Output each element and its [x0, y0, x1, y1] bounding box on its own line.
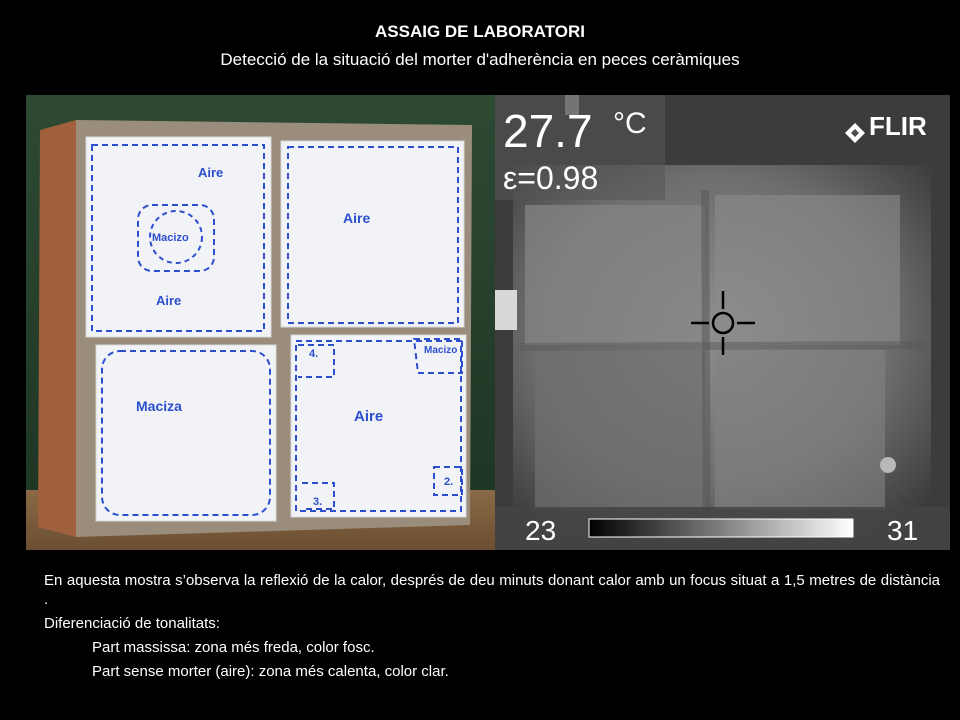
temperature-scale-bar [589, 519, 853, 537]
description-paragraph: En aquesta mostra s’observa la reflexió de la calor, després de deu minuts donant calor amb un focus situat a 1,5 metres de distància . [44, 572, 940, 608]
tile-photo-drawing [26, 95, 495, 550]
label-macizo-1: Macizo [152, 232, 189, 244]
label-macizo-2: Macizo [424, 345, 458, 356]
label-aire-4: Aire [354, 408, 384, 425]
label-maciza: Maciza [136, 398, 182, 414]
tonality-heading: Diferenciació de tonalitats: [44, 615, 220, 632]
label-num-4: 4. [309, 348, 319, 360]
tile-photo [26, 95, 495, 550]
description [44, 571, 940, 686]
slide-title: ASSAIG DE LABORATORI [375, 22, 585, 41]
label-num-3: 3. [313, 496, 323, 508]
slide-subtitle: Detecció de la situació del morter d'adherència en peces ceràmiques [220, 50, 740, 69]
thermal-image [495, 95, 950, 550]
temperature-unit: °C [613, 107, 647, 140]
label-aire-2: Aire [156, 293, 182, 308]
scale-min: 23 [525, 515, 557, 546]
tonality-item-air: Part sense morter (aire): zona més calenta, color clar. [92, 663, 449, 680]
label-aire-1: Aire [198, 165, 224, 180]
thermal-image-drawing [495, 95, 950, 550]
label-aire-3: Aire [343, 210, 371, 226]
tonality-item-solid: Part massissa: zona més freda, color fosc. [92, 639, 375, 656]
temperature-value: 27.7 [503, 105, 593, 157]
scale-max: 31 [887, 515, 919, 546]
label-num-2: 2. [444, 476, 454, 488]
flir-brand: FLIR [869, 111, 927, 141]
emissivity-value: ε=0.98 [503, 160, 599, 196]
